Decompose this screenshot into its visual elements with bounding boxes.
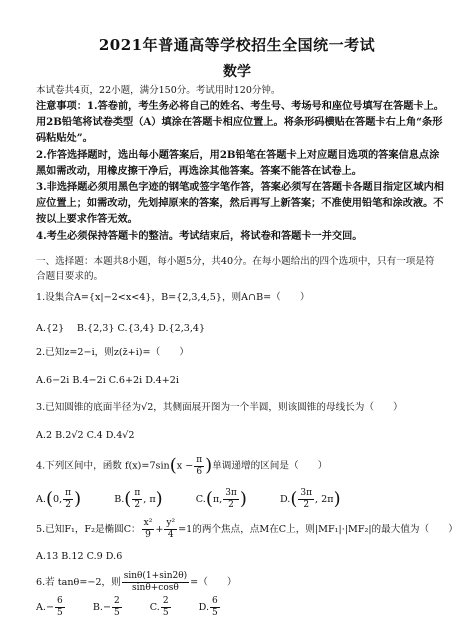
question-4-stem-end: 单调递增的区间是（ ） xyxy=(212,460,328,472)
question-6-stem xyxy=(36,570,444,596)
question-6-stem-end: =（ ） xyxy=(190,577,237,588)
question-4-stem-start: 4.下列区间中，函数 f(x)=7sin xyxy=(36,460,170,472)
question-4-stem: 4.下列区间中，函数 f(x)=7sin(x − $\frac{\pi}{6}$ )单调递增的区间是（ ） xyxy=(36,454,328,477)
question-6-stem-start: 6.若 tanθ=−2，则 xyxy=(36,577,121,588)
question-4-option-d: D.( $\frac{3\pi}{2}$ , 2π) xyxy=(279,487,341,510)
question-5-options: A.13 B.12 C.9 D.6 xyxy=(36,551,123,562)
subject-title: 数学 xyxy=(223,64,251,80)
question-1-options: A.{2} B.{2,3} C.{3,4} D.{2,3,4} xyxy=(36,323,206,334)
note-4: 4.考生必须保持答题卡的整洁。考试结束后，将试卷和答题卡一并交回。 xyxy=(36,229,363,242)
question-6-option-c: C. $\frac{2}{5}$ xyxy=(149,596,169,618)
note-3: 3.非选择题必须用黑色字迹的钢笔或签字笔作答，答案必须写在答题卡各题目指定区域内相应位置上；如需改动，先划掉原来的答案，然后再写上新答案；不准使用铅笔和涂改液。不按以上要求作答无效。 xyxy=(36,181,444,226)
question-2-stem: 2.已知z=2−i，则z(z̄+i)=（ ） xyxy=(36,347,189,358)
question-5-stem-start: 5.已知F₁，F₂是椭圆C： xyxy=(36,524,141,535)
question-1-stem: 1.设集合A={x|−2<x<4}，B={2,3,4,5}，则A∩B=（ ） xyxy=(36,292,310,303)
question-3-stem: 3.已知圆锥的底面半径为√2，其侧面展开图为一个半圆，则该圆锥的母线长为（ ） xyxy=(36,402,403,413)
question-4-option-b: B.( $\frac{\pi}{2}$ , π) xyxy=(114,487,163,510)
note-1: 注意事项：1.答卷前，考生务必将自己的姓名、考生号、考场号和座位号填写在答题卡上。用2B铅笔将试卷类型（A）填涂在答题卡相应位置上。将条形码横贴在答题卡右上角“条形码粘贴处”。 xyxy=(36,100,444,145)
question-2-options: A.6−2i B.4−2i C.6+2i D.4+2i xyxy=(36,375,179,386)
question-6-option-d: D. $\frac{6}{5}$ xyxy=(198,596,218,618)
question-5-stem: 5.已知F₁，F₂是椭圆C： $\frac{\text{x²}}{9}$ + $\frac{\text{y²}}{4}$ =1的两个焦点，点M在C上，则|MF₁|·|MF₂|的最大值为（ ） xyxy=(36,518,458,540)
note-2: 2.作答选择题时，选出每小题答案后，用2B铅笔在答题卡上对应题目选项的答案信息点涂黑如需改动，用橡皮擦干净后，再选涂其他答案。答案不能答在试卷上。 xyxy=(36,148,440,177)
question-6-fraction: $\frac{\sin\theta(1+\sin 2\theta)}{\sin\theta+\cos\theta}$ xyxy=(123,571,188,593)
question-6-options xyxy=(36,595,444,621)
exam-meta: 本试卷共4页，22小题，满分150分。考试用时120分钟。 xyxy=(36,85,281,96)
notes-block xyxy=(36,98,444,244)
question-4-arg-fraction: $\frac{\pi}{6}$ xyxy=(196,454,203,477)
question-4-option-a: A.(0, $\frac{\pi}{2}$ ) xyxy=(36,487,82,510)
question-5-x-fraction: $\frac{\text{x²}}{9}$ xyxy=(143,518,153,540)
section-heading: 一、选择题：本题共8小题，每小题5分，共40分。在每小题给出的四个选项中，只有一项是符合题目要求的。 xyxy=(36,256,435,282)
exam-title: 2021年普通高等学校招生全国统一考试 xyxy=(98,36,376,54)
question-3-options: A.2 B.2√2 C.4 D.4√2 xyxy=(36,430,135,441)
question-5-stem-end: =1的两个焦点，点M在C上，则|MF₁|·|MF₂|的最大值为（ ） xyxy=(178,524,458,535)
question-6-option-a: A.− $\frac{6}{5}$ xyxy=(36,596,63,618)
question-4-option-c: C.(π, $\frac{3\pi}{2}$ ) xyxy=(195,487,247,510)
question-4-arg: x − xyxy=(176,460,194,472)
question-4-options xyxy=(36,486,444,513)
question-5-y-fraction: $\frac{\text{y²}}{4}$ xyxy=(166,518,176,540)
question-6-option-b: B.− $\frac{2}{5}$ xyxy=(92,596,120,618)
